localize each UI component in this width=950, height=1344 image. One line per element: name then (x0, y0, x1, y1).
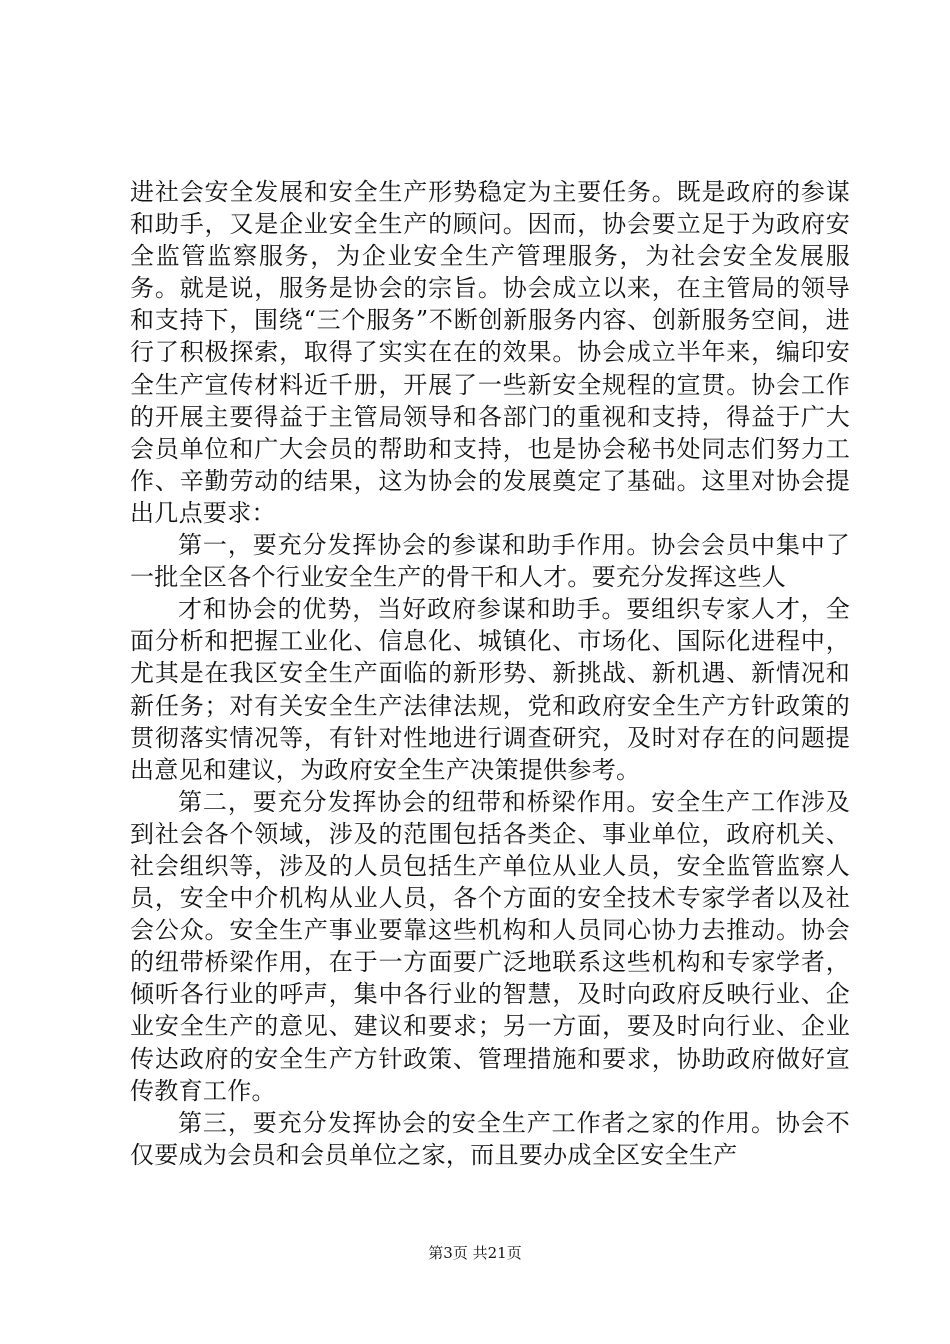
paragraph-first-point: 第一，要充分发挥协会的参谋和助手作用。协会会员中集中了一批全区各个行业安全生产的骨干和人才。要充分发挥这些人 (130, 531, 850, 592)
paragraph-third-point: 第三，要充分发挥协会的安全生产工作者之家的作用。协会不仅要成为会员和会员单位之家，而且要办成全区安全生产 (130, 1108, 850, 1169)
document-body (130, 176, 850, 1171)
paragraph-intro: 进社会安全发展和安全生产形势稳定为主要任务。既是政府的参谋和助手，又是企业安全生产的顾问。因而，协会要立足于为政府安全监管监察服务，为企业安全生产管理服务，为社会安全发展服务。就是说，服务是协会的宗旨。协会成立以来，在主管局的领导和支持下，围绕“三个服务”不断创新服务内容、创新服务空间，进行了积极探索，取得了实实在在的效果。协会成立半年来，编印安全生产宣传材料近千册，开展了一些新安全规程的宣贯。协会工作的开展主要得益于主管局领导和各部门的重视和支持，得益于广大会员单位和广大会员的帮助和支持，也是协会秘书处同志们努力工作、辛勤劳动的结果，这为协会的发展奠定了基础。这里对协会提出几点要求： (130, 178, 850, 527)
page-number-footer: 第3页 共21页 (428, 1244, 522, 1262)
paragraph-second-point: 第二，要充分发挥协会的纽带和桥梁作用。安全生产工作涉及到社会各个领域，涉及的范围包括各类企、事业单位，政府机关、社会组织等，涉及的人员包括生产单位从业人员，安全监管监察人员，安全中介机构从业人员，各个方面的安全技术专家学者以及社会公众。安全生产事业要靠这些机构和人员同心协力去推动。协会的纽带桥梁作用，在于一方面要广泛地联系这些机构和专家学者，倾听各行业的呼声，集中各行业的智慧，及时向政府反映行业、企业安全生产的意见、建议和要求；另一方面，要及时向行业、企业传达政府的安全生产方针政策、管理措施和要求，协助政府做好宣传教育工作。 (130, 787, 850, 1105)
paragraph-first-point-continued: 才和协会的优势，当好政府参谋和助手。要组织专家人才，全面分析和把握工业化、信息化、城镇化、市场化、国际化进程中，尤其是在我区安全生产面临的新形势、新挑战、新机遇、新情况和新任务；对有关安全生产法律法规，党和政府安全生产方针政策的贯彻落实情况等，有针对性地进行调查研究，及时对存在的问题提出意见和建议，为政府安全生产决策提供参考。 (130, 595, 850, 784)
